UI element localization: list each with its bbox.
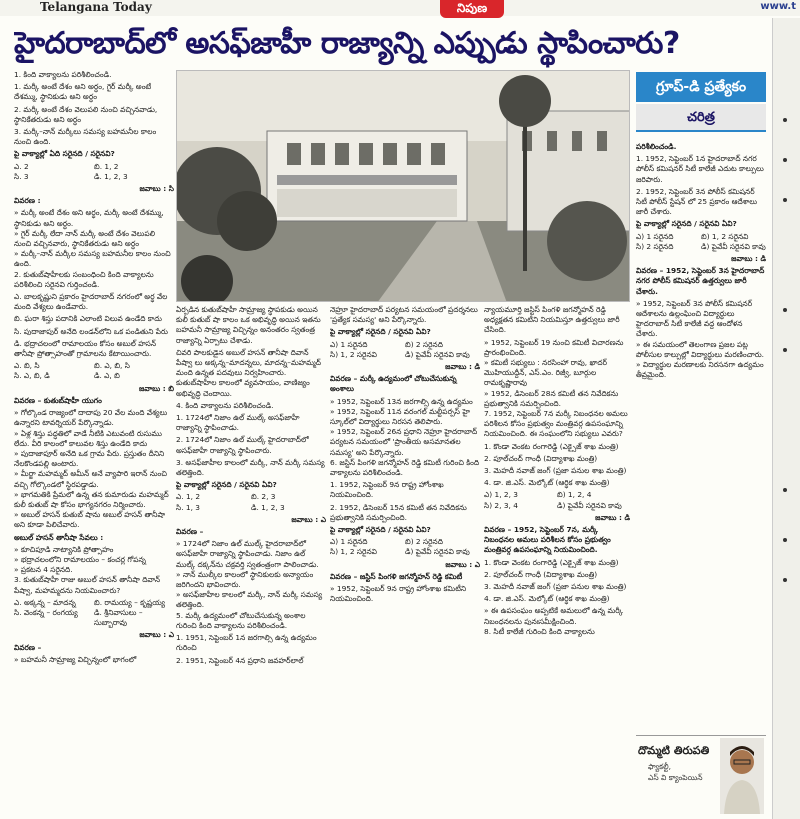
paragraph: బి. ఘరా శిస్తు పదానికి ఎలాంటి విలువ ఉండేది కాదు xyxy=(14,314,162,324)
answer-options xyxy=(176,492,326,512)
author-role: ఫ్యాకల్టీ, xyxy=(648,762,671,771)
answer-options xyxy=(14,162,174,182)
answer-line: జవాబు : ఎ xyxy=(445,559,480,569)
section-heading: పరిశీలించండి. xyxy=(636,142,677,151)
bullet-point: » విద్యార్థుల మరణాలకు నిరసనగా ఉద్యమం తీవ్రమైంది. xyxy=(636,360,766,380)
answer-option: బి. ఎ, బి, సి xyxy=(94,361,130,371)
answer-option: బి) 2 సరైనది xyxy=(405,537,443,547)
bullet-point: » ఏళ్ల శిస్తు పద్ధతిలో వాడే నీటికి ఎటువంటి రుసుము లేదు. వీరి కాలంలో కాలువల శిస్తు ఉండేది కాదు xyxy=(14,429,174,449)
paragraph: 4. డా. జి.ఎస్‌. మెల్కోట్‌ (ఆర్థిక శాఖ మంత్రి) xyxy=(484,478,610,488)
bullet-point: » ఈ సమయంలో తెలంగాణ ప్రజల పట్ల పోలీసుల కాల్పుల్లో విద్యార్థులు మరణించారు. xyxy=(636,340,766,360)
bullet-point: » 1952, సెప్టెంబర్‌ 3న పోలీస్‌ కమిషనర్‌ ఆదేశాలను ఉల్లంఘించి విద్యార్థులు హైదరాబాద్‌ సిటీ కాలేజీ వద్ద ఆందోళన చేశారు. xyxy=(636,299,766,340)
section-heading: పై వాక్యాల్లో ఏది సరైనది / సరైనవి? xyxy=(14,149,115,159)
paragraph: 1. కొండా వెంకట రంగారెడ్డి (ఎక్సైజ్‌ శాఖ మంత్రి) xyxy=(484,557,619,567)
answer-option: ఎ) 1 సరైనది xyxy=(330,537,368,547)
answer-option: సి) 2, 3, 4 xyxy=(484,500,518,510)
bullet-mark xyxy=(783,308,787,312)
answer-option: ఎ. 1, 2 xyxy=(176,492,201,502)
bullet-mark xyxy=(783,118,787,122)
answer-option: బి) 2 సరైనది xyxy=(405,339,443,349)
paragraph: నెహ్రూ హైదరాబాద్‌ పర్యటన సమయంలో ప్రదర్శనలు 'ప్రత్యేక సమస్య' అని పేర్కొన్నారు. xyxy=(330,305,478,325)
answer-options xyxy=(330,340,480,360)
answer-option: డి) పైవేవీ సరైనవి కావు xyxy=(557,500,622,510)
paragraph: సి. పుదాజాపుర్‌ అనేది లండన్‌లోని ఒక పండితుని పేరు xyxy=(14,326,168,336)
answer-option: ఎ) 1, 2, 3 xyxy=(484,490,518,500)
section-heading: వివరణ – xyxy=(176,527,204,537)
paragraph: న్యాయమూర్తి జస్టిస్‌ పింగళి జగన్మోహన్‌ రెడ్డి అధ్యక్షతన కమిటీని నియమిస్తూ ఉత్తర్వులు జారీ చేసింది. xyxy=(484,305,620,335)
paragraph: 2. కుతుబ్‌షాహీలకు సంబంధించి కింది వాక్యాలను పరిశీలించి సరైనవి గుర్తించండి. xyxy=(14,269,154,289)
paragraph: ఎ. బాలకృష్ణుని ప్రకారం హైదరాబాద్‌ నగరంలో అర్థ వేల మంది వేశ్యలు ఉండేవారు. xyxy=(14,292,168,312)
answer-option: డి) పైవేవీ సరైనవి కావు xyxy=(701,241,766,251)
paragraph: 1. 1951, సెప్టెంబర్‌ 1న జరగాల్సి ఉన్న ఉద్యమం గురించి xyxy=(176,633,317,653)
bullet-point: » బహమనీ సామ్రాజ్య విచ్ఛిన్నంలో భాగంలో xyxy=(14,655,174,665)
section-heading: వివరణ – మర్కీ ఉద్యమంలో చోటుచేసుకున్న అంశాలు xyxy=(330,374,457,394)
answer-option: సి. వెంకన్న – రంగయ్య xyxy=(14,607,78,617)
bullet-point: » 1952, సెప్టెంబర్‌ 19 నుంచి కమిటీ విచారణను ప్రారంభించింది. xyxy=(484,338,630,358)
column-5 xyxy=(636,140,766,730)
author-photo xyxy=(720,738,764,814)
subject-label: చరిత్ర xyxy=(636,104,766,132)
answer-option: ఎ) 1 సరైనది xyxy=(636,231,674,241)
bullet-mark xyxy=(783,538,787,542)
paragraph: 7. 1952, సెప్టెంబర్‌ 7న మర్కీ నిబంధనల అమలు పరిశీలన కోసం ప్రభుత్వం మంత్రివర్గ ఉపసంఘాన్ని నియమించింది. ఈ సంఘంలోని సభ్యులు ఎవరు? xyxy=(484,409,628,439)
bullet-point: » కూచిపూడి నాట్యానికి ప్రోత్సాహం xyxy=(14,545,174,555)
bullet-mark xyxy=(783,198,787,202)
page-headline: హైదరాబాద్‌లో అసఫ్‌జాహీ రాజ్యాన్ని ఎప్పుడు స్థాపించారు? xyxy=(14,26,680,61)
answer-line: జవాబు : ఎ xyxy=(291,514,326,524)
bullet-point: » 1724లో నిజాం ఉల్‌ ముల్క్‌ హైదరాబాద్‌లో అసఫ్‌జాహీ రాజ్యాన్ని స్థాపించాడు. నిజాం ఉల్‌ ముల్క్‌ దక్కన్‌ను చక్రవర్తి స్వతంత్రంగా పాలించాడు. xyxy=(176,539,326,570)
masthead-logo: నిపుణ xyxy=(440,0,504,18)
section-heading: వివరణ – 1952, సెప్టెంబర్‌ 3న హైదరాబాద్‌ నగర పోలీస్‌ కమిషనర్‌ ఉత్తర్వులు జారీ చేశారు. xyxy=(636,266,765,296)
bullet-point: » నాన్‌ ముల్కీల కాలంలో స్థానికులకు అన్యాయం జరిగిందని భావించారు. xyxy=(176,570,326,590)
section-heading: వివరణ – కుతుబ్‌షాహీ యుగం xyxy=(14,395,102,405)
bullet-point: » పుదాజాపూర్‌ అనేది ఒక గ్రామ పేరు. ప్రస్తుతం దీనిని నేలకొండపల్లి అంటారు. xyxy=(14,449,174,469)
section-heading: పై వాక్యాల్లో సరైనది / సరైనవి ఏవి? xyxy=(330,525,431,535)
bullet-point: » ప్రకటన 4 సరైనది. xyxy=(14,565,174,575)
paragraph: 2. 1952, డిసెంబర్‌ 15న కమిటీ తన నివేదికను ప్రభుత్వానికి సమర్పించింది. xyxy=(330,502,467,522)
answer-line: జవాబు : డి xyxy=(595,512,630,522)
answer-option: బి) 1, 2 సరైనవి xyxy=(701,231,749,241)
bullet-point: » ఈ ఉపసంఘం అప్పటికే అమలులో ఉన్న మర్కీ నిబంధనలను పునఃసమీక్షించింది. xyxy=(484,606,630,626)
author-name: దొమ్మటి తిరుపతి xyxy=(638,744,710,757)
bullet-mark xyxy=(783,158,787,162)
paragraph: 2. మర్కీ అంటే దేశం వెలుపలి నుంచి వచ్చినవాడు, స్థానికేతరుడు అని అర్థం xyxy=(14,104,158,124)
answer-line: జవాబు : ఎ xyxy=(139,630,174,640)
answer-option: ఎ. అక్కన్న – మాదన్న xyxy=(14,597,76,607)
answer-options xyxy=(330,537,480,557)
paragraph: 1. కింది వాక్యాలను పరిశీలించండి. xyxy=(14,70,112,79)
photo-image xyxy=(177,71,630,302)
answer-option: డి) పైవేవీ సరైనవి కావు xyxy=(405,547,470,557)
answer-options xyxy=(14,598,174,629)
paragraph: చివరి పాలకుడైన అబుల్‌ హసన్‌ తానీషా దివాన్‌ పేష్వా లు అక్కన్న–మాదన్నలు, మాదన్న–మహమ్మద్‌ మంది ఉన్నత పదవులు నిర్వహించారు. కుతుబ్‌షాహీల కాలంలో వ్యవసాయం, వాణిజ్యం అభివృద్ధి చెందాయి. xyxy=(176,347,321,398)
paragraph: 1. 1952, సెప్టెంబర్‌ 1న హైదరాబాద్‌ నగర పోలీస్‌ కమిషనర్‌ సిటీ కాలేజీ ఎదుట కాల్పులు జరిపారు. xyxy=(636,154,764,184)
answer-options xyxy=(636,232,766,252)
section-heading: పై వాక్యాల్లో సరైనది / సరైనవి ఏవి? xyxy=(330,327,431,337)
paragraph: 3. కుతుబ్‌షాహీ రాజు అబుల్‌ హసన్‌ తానీషా దివాన్‌ పేష్వా, మహమ్మదను నియమించారు? xyxy=(14,575,161,595)
section-heading: వివరణ – xyxy=(14,642,42,652)
paragraph: 2. పూల్‌చంద్‌ గాంధీ (విద్యాశాఖ మంత్రి) xyxy=(484,453,598,463)
column-4 xyxy=(484,305,630,815)
bullet-point: » మర్కీ అంటే దేశం అని అర్థం, మర్కీ అంటే దేశమ్ము, స్థానికుడు అని అర్థం. xyxy=(14,208,174,228)
bullet-point: » గైర్‌ మర్కీ లేదా నాన్‌ మర్కీ అంటే దేశం వెలుపలి నుంచి వచ్చినవారు, స్థానికేతరుడు అని అర్థం xyxy=(14,229,174,249)
column-3 xyxy=(330,305,480,815)
bullet-point: » 1952, సెప్టెంబర్‌ 11న వరంగల్‌ మల్టీపర్పస్‌ హై స్కూల్‌లో విద్యార్థులు నిరసన తెలిపారు. xyxy=(330,407,480,427)
section-badge: గ్రూప్‌-డి ప్రత్యేకం xyxy=(636,72,766,102)
bullet-point: » మర్కీ–నాన్‌ మర్కీల సమస్య బహమనీల కాలం నుంచి ఉంది. xyxy=(14,249,174,269)
section-heading: వివరణ – 1952, సెప్టెంబర్‌ 7న, మర్కీ నిబంధనల అమలు పరిశీలన కోసం ప్రభుత్వం మంత్రివర్గ ఉపసంఘాన్ని నియమించింది. xyxy=(484,525,611,555)
answer-option: సి. ఎ, బి, డి xyxy=(14,371,50,381)
paragraph: 4. కింది వాక్యాలను పరిశీలించండి. xyxy=(176,400,274,410)
answer-options xyxy=(14,361,174,381)
answer-option: బి. రామయ్య – కృష్ణయ్య xyxy=(94,597,166,607)
author-affiliation: ఎస్‌ వి క్యాంపెయిన్‌ xyxy=(648,773,703,782)
answer-line: జవాబు : సి xyxy=(139,184,174,194)
answer-option: ఎ. బి, సి xyxy=(14,361,40,371)
bullet-mark xyxy=(783,348,787,352)
answer-option: బి) 1, 2, 4 xyxy=(557,490,592,500)
paragraph: 2. 1724లో నిజాం ఉల్‌ ముల్క్‌ హైదరాబాద్‌లో అసఫ్‌జాహీ రాజ్యాన్ని స్థాపించారు. xyxy=(176,435,309,455)
paragraph: 8. సిటీ కాలేజీ గురించి కింది వాక్యాలను xyxy=(484,626,595,636)
answer-option: బి. 1, 2 xyxy=(94,161,119,171)
answer-line: జవాబు : డి xyxy=(445,362,480,372)
section-heading: అబుల్‌ హసన్‌ తానీషా సేవలు : xyxy=(14,532,104,542)
paragraph: 5. మర్కీ ఉద్యమంలో చోటుచేసుకున్న అంశాల గురించి కింది వాక్యాలను పరిశీలించండి. xyxy=(176,610,306,630)
answer-options xyxy=(484,490,630,510)
paragraph: 3. మెహదీ నవాజ్‌ జంగ్‌ (ప్రజా పనుల శాఖ మంత్రి) xyxy=(484,582,627,592)
paragraph: 3. మెహదీ నవాజ్‌ జంగ్‌ (ప్రజా పనుల శాఖ మంత్రి) xyxy=(484,466,627,476)
answer-option: డి. శ్రీనివాసులు – సుబ్బారావు xyxy=(94,607,143,628)
answer-option: సి) 1, 2 సరైనవి xyxy=(330,547,377,557)
answer-line: జవాబు : బి xyxy=(138,383,174,393)
answer-option: ఎ) 1 సరైనది xyxy=(330,339,368,349)
answer-option: సి. 1, 3 xyxy=(176,502,200,512)
paragraph: 2. 1952, సెప్టెంబర్‌ 3న పోలీస్‌ కమిషనర్‌ సిటీ పోలీస్‌ స్టేషన్‌ లో 25 ప్రకారం ఆదేశాలు జారీ చేశారు. xyxy=(636,186,757,217)
bullet-point: » మీర్జా మహమ్మద్‌ అమీన్‌ అనే వ్యాపారి ఇరాన్‌ నుంచి వచ్చి గోల్కొండలో స్థిరపడ్డాడు. xyxy=(14,469,174,489)
paragraph: 4. డా. జి.ఎస్‌. మెల్కోట్‌ (ఆర్థిక శాఖ మంత్రి) xyxy=(484,594,610,604)
section-heading: వివరణ – జస్టిస్‌ పింగళి జగన్మోహన్‌ రెడ్డి కమిటీ xyxy=(330,571,463,581)
paragraph: 2. 1951, సెప్టెంబర్‌ 4న ప్రధాని జవహర్‌లాల్‌ xyxy=(176,655,304,665)
bullet-point: » 1952, సెప్టెంబర్‌ 9న రాష్ట్ర హోంశాఖ కమిటీని నియమించింది. xyxy=(330,584,480,604)
paragraph: ఏర్పడిన కుతుబ్‌షాహీ సామ్రాజ్య స్థాపకుడు అయిన కులీ కుతుబ్‌ షా కాలం ఒక అభివృద్ధి అయిన ఇతను బహమనీ సామ్రాజ్య విచ్ఛిన్నం అనంతరం స్వతంత్ర రాజ్యాన్ని ఏర్పాటు చేశాడు. xyxy=(176,305,321,345)
paragraph: డి. భద్రాచలంలో రామాలయం కోసం అబుల్‌ హసన్‌ తానీషా ప్రోత్సాహంతో గ్రామాలను కేటాయించారు. xyxy=(14,338,157,359)
bullet-point: » అబుల్‌ హసన్‌ కుతుబ్‌ షాను అబుల్‌ హసన్‌ తానీషా అని కూడా పిలిచేవారు. xyxy=(14,510,174,530)
paragraph: 1. 1952, సెప్టెంబర్‌ 9న రాష్ట్ర హోంశాఖ నియమించింది. xyxy=(330,480,444,500)
section-heading: పై వాక్యాల్లో సరైనది / సరైనవి ఏవి? xyxy=(176,480,277,490)
paragraph: 2. పూల్‌చంద్‌ గాంధీ (విద్యాశాఖ మంత్రి) xyxy=(484,569,598,579)
author-box xyxy=(636,735,766,815)
bullet-point: » 1952, సెప్టెంబర్‌ 13న జరగాల్సి ఉన్న ఉద్యమం xyxy=(330,397,480,407)
paragraph: 3. అసఫ్‌జాహీల కాలంలో మర్కీ, నాన్‌ మర్కీ సమస్య తలెత్తింది. xyxy=(176,457,325,478)
paragraph: 1. 1724లో నిజాం ఉల్‌ ముల్క్‌ అసఫ్‌జాహీ రాజ్యాన్ని స్థాపించాడు. xyxy=(176,413,300,433)
section-heading: వివరణ : xyxy=(14,196,41,206)
masthead-title: Telangana Today xyxy=(40,0,152,14)
column-2 xyxy=(176,305,326,815)
paragraph: 3. మర్కీ–నాన్‌ మర్కీలు సమస్య బహమనీల కాలం నుంచి ఉంది. xyxy=(14,127,157,147)
paragraph: 6. జస్టిస్‌ పింగళి జగన్మోహన్‌ రెడ్డి కమిటీ గురించి కింది వాక్యాలను పరిశీలించండి. xyxy=(330,457,480,478)
bullet-mark xyxy=(783,488,787,492)
column-1 xyxy=(14,70,174,816)
bullet-point: » గోల్కొండ రాజ్యంలో దాదాపు 20 వేల మంది వేశ్యలు ఉన్నారని టావర్నియర్‌ పేర్కొన్నాడు. xyxy=(14,408,174,428)
bullet-point: » కమిటీ సభ్యులు : నరసింహా రావు, ఖాదర్‌ మొహియుద్దీన్‌, ఎస్‌.ఎం. రిజ్వీ, బూర్గుల రామకృష్ణారావు xyxy=(484,358,630,389)
bullet-point: » 1952, సెప్టెంబర్‌ 26న ప్రధాని నెహ్రూ హైదరాబాద్‌ పర్యటన సమయంలో 'ప్రాంతీయ అసమానతల సమస్య' అని పేర్కొన్నారు. xyxy=(330,427,480,458)
answer-option: డి. 1, 2, 3 xyxy=(94,171,128,181)
answer-option: సి) 2 సరైనది xyxy=(636,241,674,251)
bullet-mark xyxy=(783,578,787,582)
answer-option: ఎ. 2 xyxy=(14,161,29,171)
answer-option: సి. 3 xyxy=(14,171,29,181)
answer-option: బి. 2, 3 xyxy=(251,492,276,502)
bullet-point: » 1952, డిసెంబర్‌ 28న కమిటీ తన నివేదికను ప్రభుత్వానికి సమర్పించింది. xyxy=(484,389,630,409)
paragraph: 1. కొండా వెంకట రంగారెడ్డి (ఎక్సైజ్‌ శాఖ మంత్రి) xyxy=(484,441,619,451)
masthead-url: www.t xyxy=(760,1,796,12)
answer-option: డి. ఎ, బి xyxy=(94,371,120,381)
section-heading: పై వాక్యాల్లో సరైనది / సరైనవి ఏవి? xyxy=(636,219,737,229)
paragraph: 1. మర్కీ అంటే దేశం అని అర్థం, గైర్‌ మర్కీ అంటే దేశమ్ము, స్థానికుడు అని అర్థం xyxy=(14,82,152,102)
answer-option: సి) 1, 2 సరైనవి xyxy=(330,349,377,359)
bullet-point: » అసఫ్‌జాహీల కాలంలో మర్కీ, నాన్‌ మర్కీ సమస్య తలెత్తింది. xyxy=(176,590,326,610)
adjacent-page-strip xyxy=(772,18,800,819)
answer-option: డి) పైవేవీ సరైనవి కావు xyxy=(405,349,470,359)
historic-building-photo xyxy=(176,70,630,302)
bullet-point: » భద్రాచలంలోని రామాలయం – కంచర్ల గోపన్న xyxy=(14,555,174,565)
answer-option: డి. 1, 2, 3 xyxy=(251,502,285,512)
bullet-point: » భాగమతికి ప్రేమలో ఉన్న తన కుమారుడు మహమ్మద్‌ కులీ కుతుబ్‌ షా కోసం భాగ్యనగరం నిర్మించారు. xyxy=(14,490,174,510)
answer-line: జవాబు : డి xyxy=(731,254,766,264)
